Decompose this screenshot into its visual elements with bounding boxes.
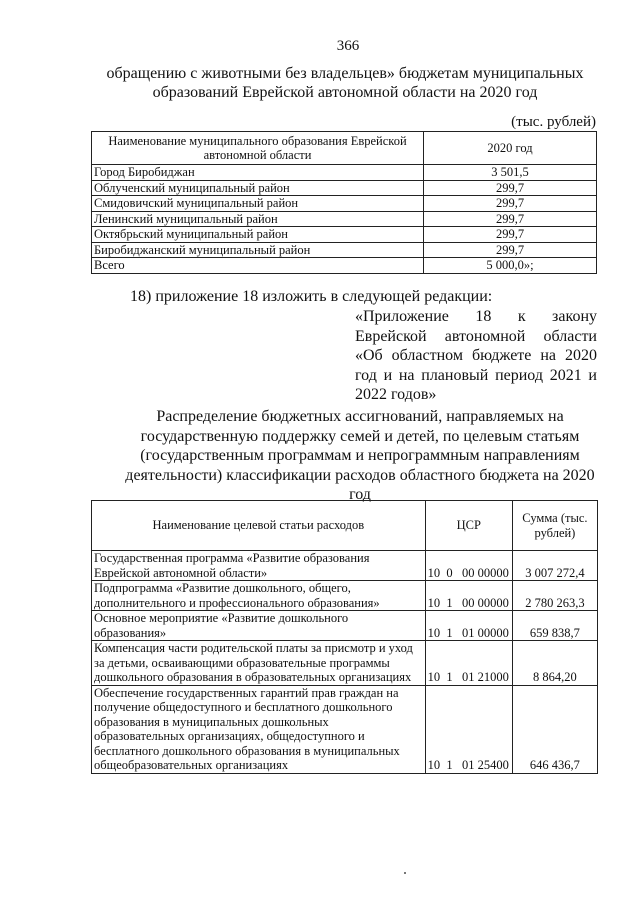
municipality-name: Ленинский муниципальный район [92, 211, 424, 227]
table-row [92, 611, 598, 641]
table-row [92, 227, 597, 243]
target-article-code: 10 1 01 21000 [425, 641, 512, 686]
heading-line: обращению с животными без владельцев» бюджетам муниципальных [106, 65, 584, 82]
amount: 8 864,20 [512, 641, 597, 686]
target-article-code: 10 1 01 00000 [425, 611, 512, 641]
target-article-code: 10 1 00 00000 [425, 581, 512, 611]
column-header: ЦСР [425, 501, 512, 551]
table-row [92, 196, 597, 212]
expense-item-name: Основное мероприятие «Развитие дошкольного образования» [92, 611, 426, 641]
column-header: Наименование целевой статьи расходов [92, 501, 426, 551]
column-header: Сумма (тыс. рублей) [512, 501, 597, 551]
column-header: Наименование муниципального образования Еврейской автономной области [92, 132, 424, 165]
scan-speck [404, 872, 406, 874]
table-row [92, 211, 597, 227]
amount: 299,7 [424, 211, 597, 227]
table-row [92, 242, 597, 258]
table-row [92, 685, 598, 773]
municipality-name: Биробиджанский муниципальный район [92, 242, 424, 258]
expense-item-name: Обеспечение государственных гарантий прав граждан на получение общедоступного и бесплатного дошкольного образования в муниципальных дошкольных образовательных организациях, общедоступного и бесплатного дошкольного образования в муниципальных общеобразовательных организациях [92, 685, 426, 773]
amount: 299,7 [424, 180, 597, 196]
amount: 659 838,7 [512, 611, 597, 641]
unit-note: (тыс. рублей) [511, 114, 596, 130]
expense-item-name: Подпрограмма «Развитие дошкольного, общего, дополнительного и профессионального образования» [92, 581, 426, 611]
municipality-name: Всего [92, 258, 424, 274]
table-row [92, 641, 598, 686]
amount: 3 501,5 [424, 165, 597, 181]
municipal-allocation-table [91, 131, 597, 274]
section-heading [90, 64, 600, 102]
table-row [92, 258, 597, 274]
expenditure-table [91, 500, 598, 774]
amount: 299,7 [424, 196, 597, 212]
amount: 646 436,7 [512, 685, 597, 773]
target-article-code: 10 1 01 25400 [425, 685, 512, 773]
expense-item-name: Компенсация части родительской платы за присмотр и уход за детьми, осваивающими образовательные программы дошкольного образования в образовательных организациях [92, 641, 426, 686]
table-row [92, 180, 597, 196]
page-number: 366 [336, 38, 360, 54]
target-article-code: 10 0 00 00000 [425, 551, 512, 581]
table-row [92, 165, 597, 181]
municipality-name: Смидовичский муниципальный район [92, 196, 424, 212]
column-header: 2020 год [424, 132, 597, 165]
table-title: Распределение бюджетных ассигнований, направляемых на государственную поддержку семей и детей, по целевым статьям (государственным программам и непрограммным направлениям деятельности) классификации расходов областного бюджета на 2020 год [125, 408, 595, 503]
appendix-caption: «Приложение 18 к закону Еврейской автономной области «Об областном бюджете на 2020 год и на плановый период 2021 и 2022 годов» [355, 308, 597, 403]
heading-line: образований Еврейской автономной области на 2020 год [152, 84, 538, 101]
expense-item-name: Государственная программа «Развитие образования Еврейской автономной области» [92, 551, 426, 581]
municipality-name: Город Биробиджан [92, 165, 424, 181]
municipality-name: Облученский муниципальный район [92, 180, 424, 196]
amount: 299,7 [424, 242, 597, 258]
amount: 5 000,0»; [424, 258, 597, 274]
amendment-item: 18) приложение 18 изложить в следующей редакции: [130, 288, 493, 305]
amount: 2 780 263,3 [512, 581, 597, 611]
table-row [92, 581, 598, 611]
municipality-name: Октябрьский муниципальный район [92, 227, 424, 243]
amount: 299,7 [424, 227, 597, 243]
amount: 3 007 272,4 [512, 551, 597, 581]
table-row [92, 551, 598, 581]
